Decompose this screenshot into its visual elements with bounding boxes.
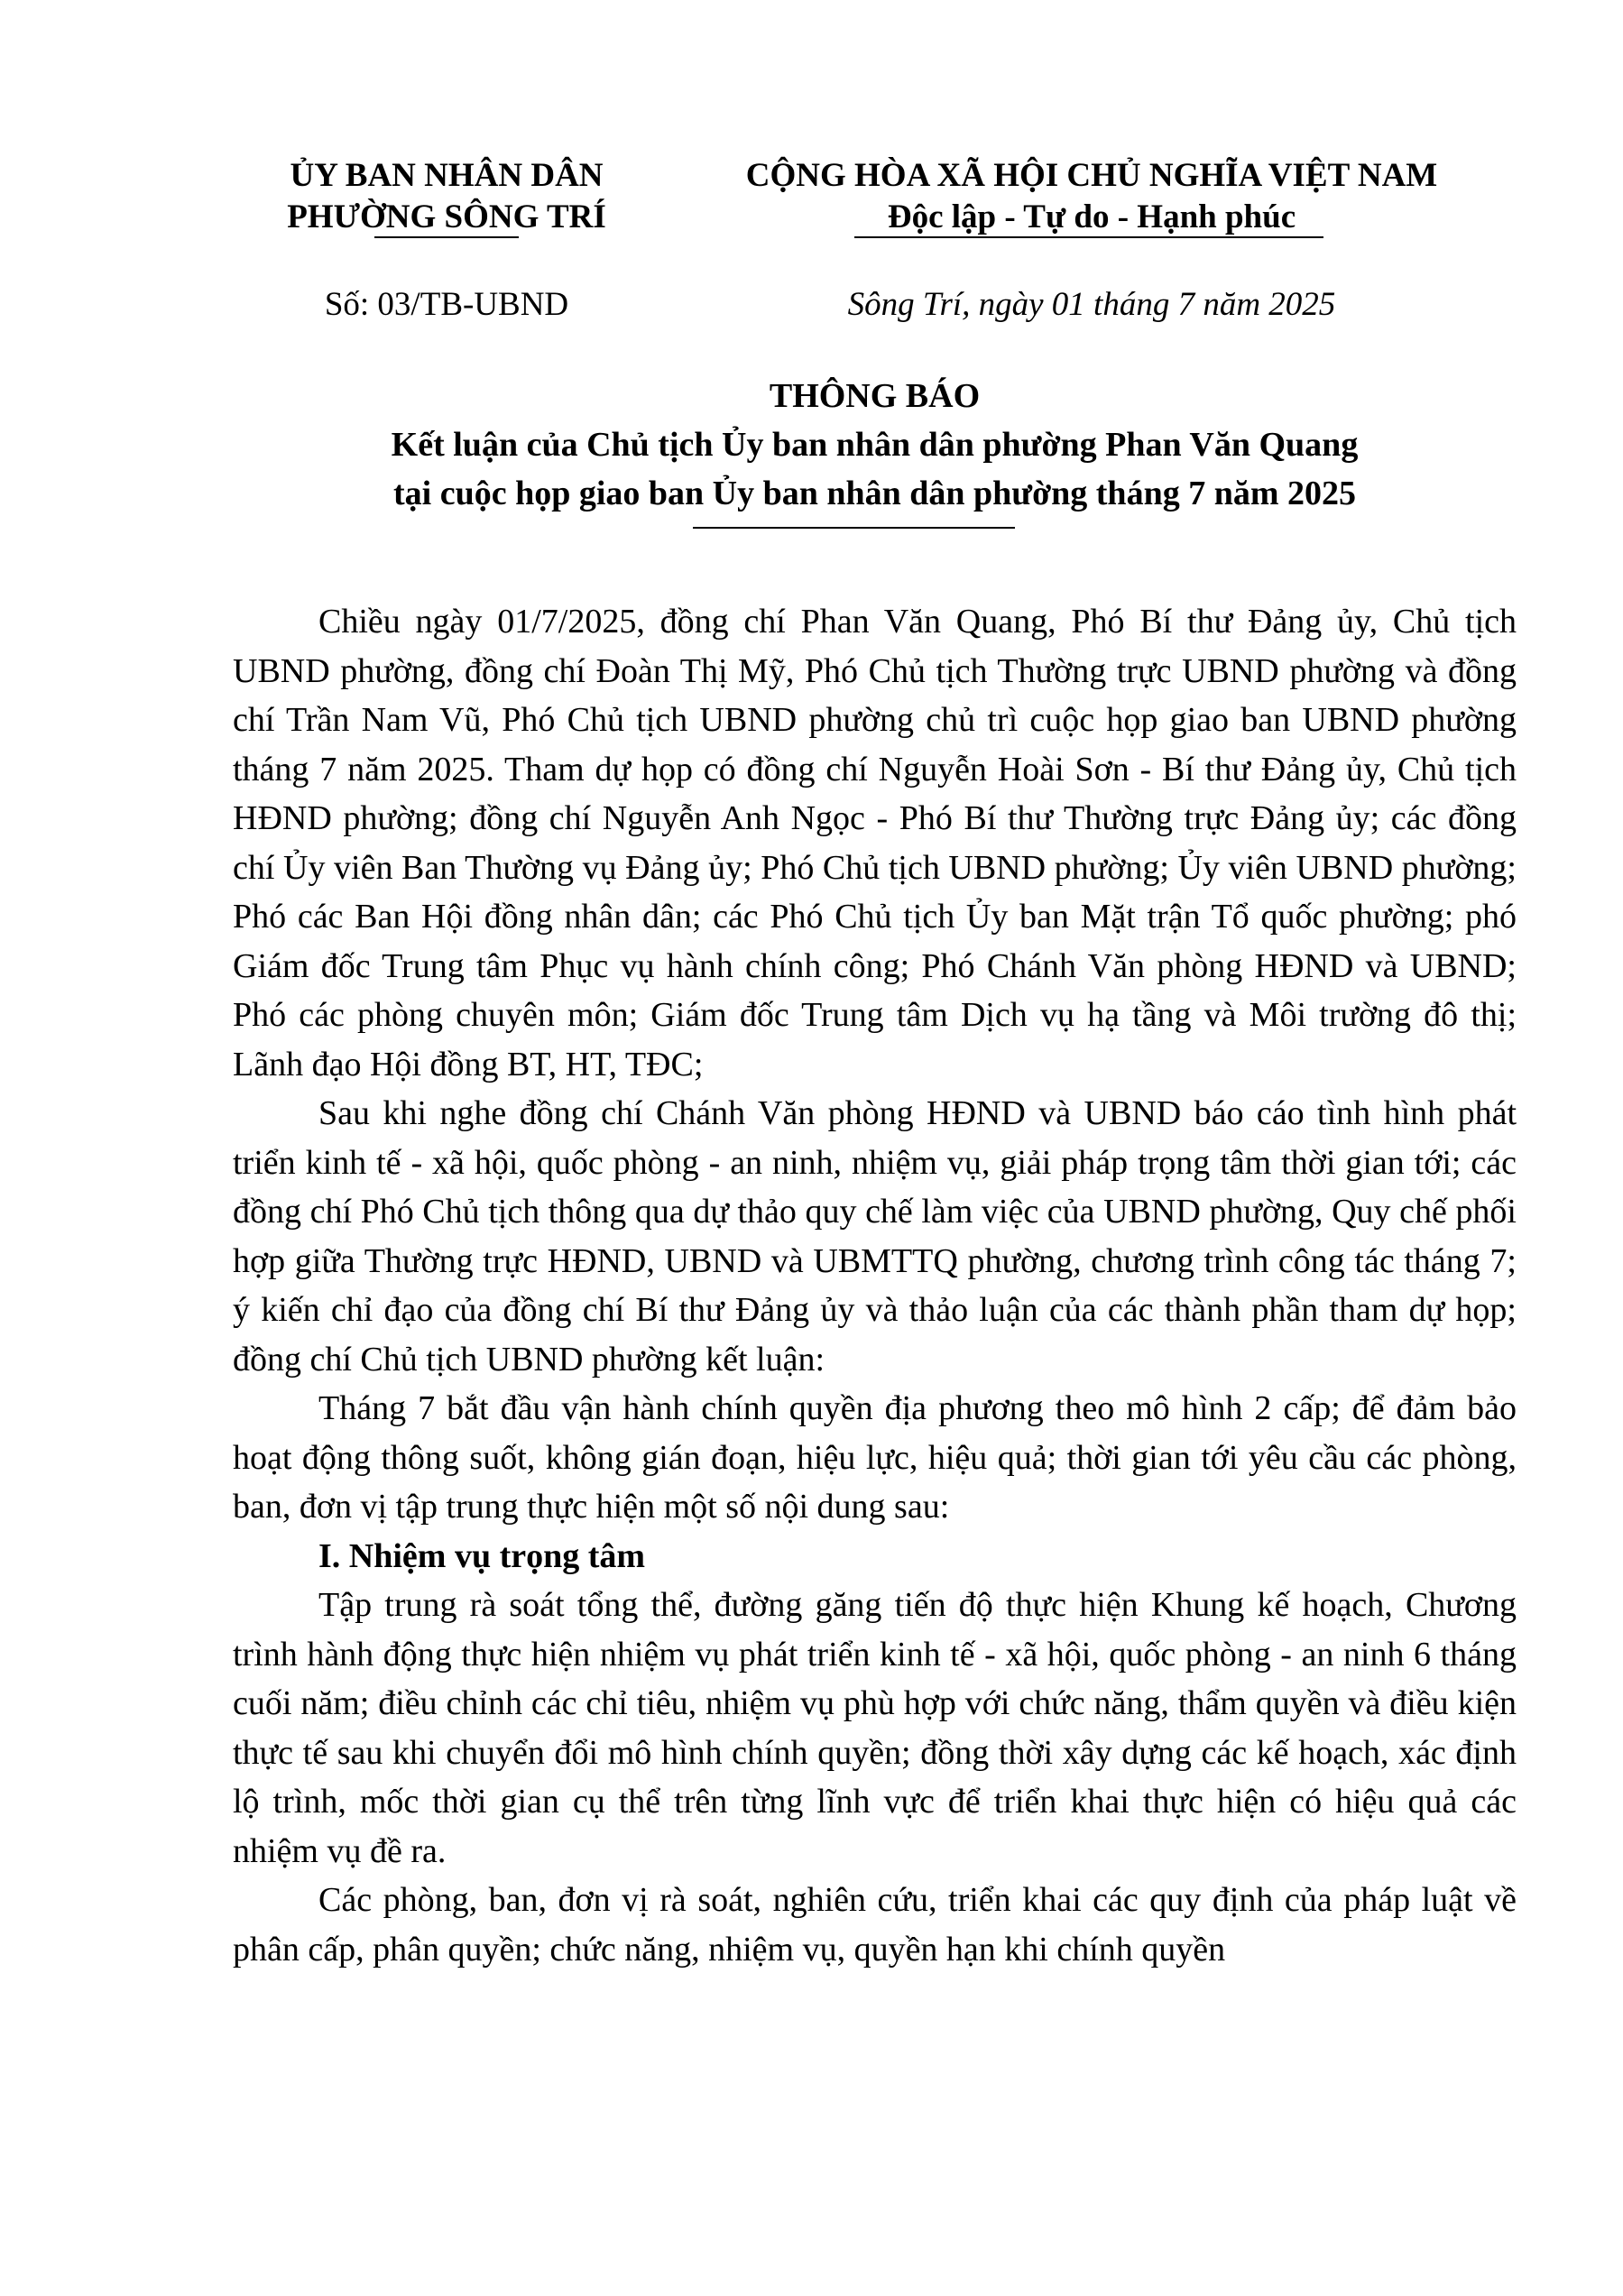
- document-number: Số: 03/TB-UBND: [324, 286, 569, 323]
- paragraph: Tập trung rà soát tổng thể, đường găng tiến độ thực hiện Khung kế hoạch, Chương trình hành động thực hiện nhiệm vụ phát triển kinh tế - xã hội, quốc phòng - an ninh 6 tháng cuối năm; điều chỉnh các chỉ tiêu, nhiệm vụ phù hợp với chức năng, thẩm quyền và điều kiện thực tế sau khi chuyển đổi mô hình chính quyền; đồng thời xây dựng các kế hoạch, xác định lộ trình, mốc thời gian cụ thể trên từng lĩnh vực để triển khai thực hiện có hiệu quả các nhiệm vụ đề ra.: [233, 1586, 1517, 1870]
- nation-line-2: Độc lập - Tự do - Hạnh phúc: [887, 198, 1296, 235]
- paragraph: Sau khi nghe đồng chí Chánh Văn phòng HĐND và UBND báo cáo tình hình phát triển kinh tế - xã hội, quốc phòng - an ninh, nhiệm vụ, giải pháp trọng tâm thời gian tới; các đồng chí Phó Chủ tịch thông qua dự thảo quy chế làm việc của UBND phường, Quy chế phối hợp giữa Thường trực HĐND, UBND và UBMTTQ phường, chương trình công tác tháng 7; ý kiến chỉ đạo của đồng chí Bí thư Đảng ủy và thảo luận của các thành phần tham dự họp; đồng chí Chủ tịch UBND phường kết luận:: [233, 1094, 1517, 1379]
- title-divider: [693, 527, 1015, 529]
- title-main: THÔNG BÁO: [769, 377, 981, 415]
- title-line-2: tại cuộc họp giao ban Ủy ban nhân dân phường tháng 7 năm 2025: [392, 475, 1356, 512]
- title-line-1: Kết luận của Chủ tịch Ủy ban nhân dân phường Phan Văn Quang: [391, 426, 1359, 464]
- document-title: [233, 372, 1517, 518]
- agency-line-2: PHƯỜNG SÔNG TRÍ: [287, 198, 606, 235]
- place-date: Sông Trí, ngày 01 tháng 7 năm 2025: [847, 286, 1336, 323]
- agency-line-1: ỦY BAN NHÂN DÂN: [290, 157, 604, 194]
- motto-underline: [854, 236, 1323, 238]
- nation-line-1: CỘNG HÒA XÃ HỘI CHỦ NGHĨA VIỆT NAM: [745, 157, 1438, 194]
- paragraph: Chiều ngày 01/7/2025, đồng chí Phan Văn Quang, Phó Bí thư Đảng ủy, Chủ tịch UBND phường, đồng chí Đoàn Thị Mỹ, Phó Chủ tịch Thường trực UBND phường và đồng chí Trần Nam Vũ, Phó Chủ tịch UBND phường chủ trì cuộc họp giao ban UBND phường tháng 7 năm 2025. Tham dự họp có đồng chí Nguyễn Hoài Sơn - Bí thư Đảng ủy, Chủ tịch HĐND phường; đồng chí Nguyễn Anh Ngọc - Phó Bí thư Thường trực Đảng ủy; các đồng chí Ủy viên Ban Thường vụ Đảng ủy; Phó Chủ tịch UBND phường; Ủy viên UBND phường; Phó các Ban Hội đồng nhân dân; các Phó Chủ tịch Ủy ban Mặt trận Tổ quốc phường; phó Giám đốc Trung tâm Phục vụ hành chính công; Phó Chánh Văn phòng HĐND và UBND; Phó các phòng chuyên môn; Giám đốc Trung tâm Dịch vụ hạ tầng và Môi trường đô thị; Lãnh đạo Hội đồng BT, HT, TĐC;: [233, 603, 1517, 1083]
- national-motto: [686, 155, 1498, 238]
- document-body: [233, 597, 1517, 1974]
- issuing-agency: [271, 155, 622, 238]
- agency-underline: [374, 236, 519, 238]
- paragraph: Tháng 7 bắt đầu vận hành chính quyền địa phương theo mô hình 2 cấp; để đảm bảo hoạt động thông suốt, không gián đoạn, hiệu lực, hiệu quả; thời gian tới yêu cầu các phòng, ban, đơn vị tập trung thực hiện một số nội dung sau:: [233, 1389, 1517, 1526]
- paragraph: Các phòng, ban, đơn vị rà soát, nghiên cứu, triển khai các quy định của pháp luật về phân cấp, phân quyền; chức năng, nhiệm vụ, quyền hạn khi chính quyền: [233, 1881, 1517, 1969]
- section-heading: I. Nhiệm vụ trọng tâm: [318, 1536, 646, 1575]
